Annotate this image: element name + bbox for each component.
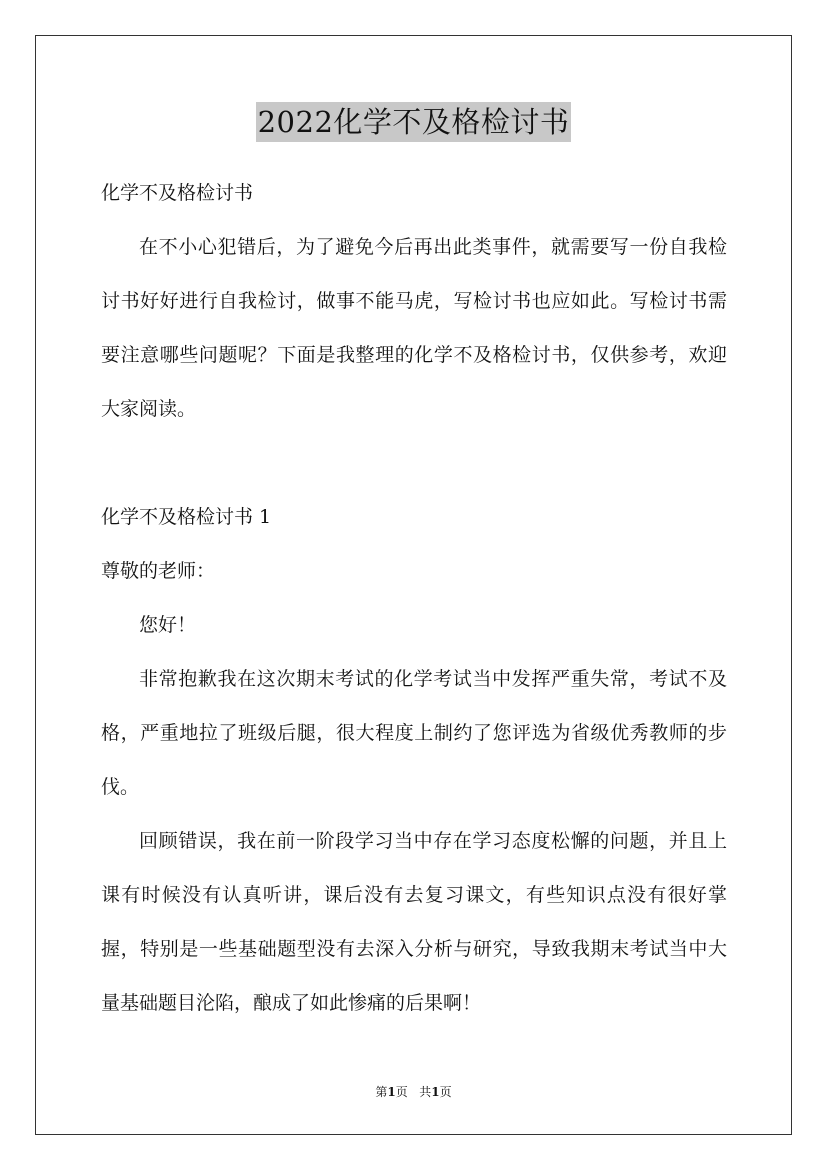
greeting: 您好！ [139, 614, 197, 636]
total-suffix: 页 [439, 1085, 452, 1099]
page-number: 1 [387, 1085, 396, 1099]
subtitle: 化学不及格检讨书 [101, 182, 254, 204]
section-heading: 化学不及格检讨书 1 [101, 506, 272, 528]
total-number: 1 [431, 1085, 440, 1099]
body-paragraph-2: 回顾错误，我在前一阶段学习当中存在学习态度松懈的问题，并且上课有时候没有认真听讲，课后没有去复习课文，有些知识点没有很好掌握，特别是一些基础题型没有去深入分析与研究，导致我期末考试当中大量基础题目沦陷，酿成了如此惨痛的后果啊！ [101, 830, 727, 1014]
intro-paragraph: 在不小心犯错后，为了避免今后再出此类事件，就需要写一份自我检讨书好好进行自我检讨，做事不能马虎，写检讨书也应如此。写检讨书需要注意哪些问题呢？下面是我整理的化学不及格检讨书，仅供参考，欢迎大家阅读。 [101, 236, 727, 420]
page-suffix: 页 [395, 1085, 408, 1099]
body-paragraph-1: 非常抱歉我在这次期末考试的化学考试当中发挥严重失常，考试不及格，严重地拉了班级后腿，很大程度上制约了您评选为省级优秀教师的步伐。 [101, 668, 727, 798]
page-prefix: 第 [375, 1085, 388, 1099]
page-footer [0, 1084, 827, 1100]
document-body [101, 166, 727, 1030]
document-title: 2022化学不及格检讨书 [256, 102, 572, 142]
salutation: 尊敬的老师： [101, 560, 216, 582]
title-container [0, 102, 827, 142]
blank-line [101, 436, 727, 490]
total-prefix: 共 [419, 1085, 432, 1099]
